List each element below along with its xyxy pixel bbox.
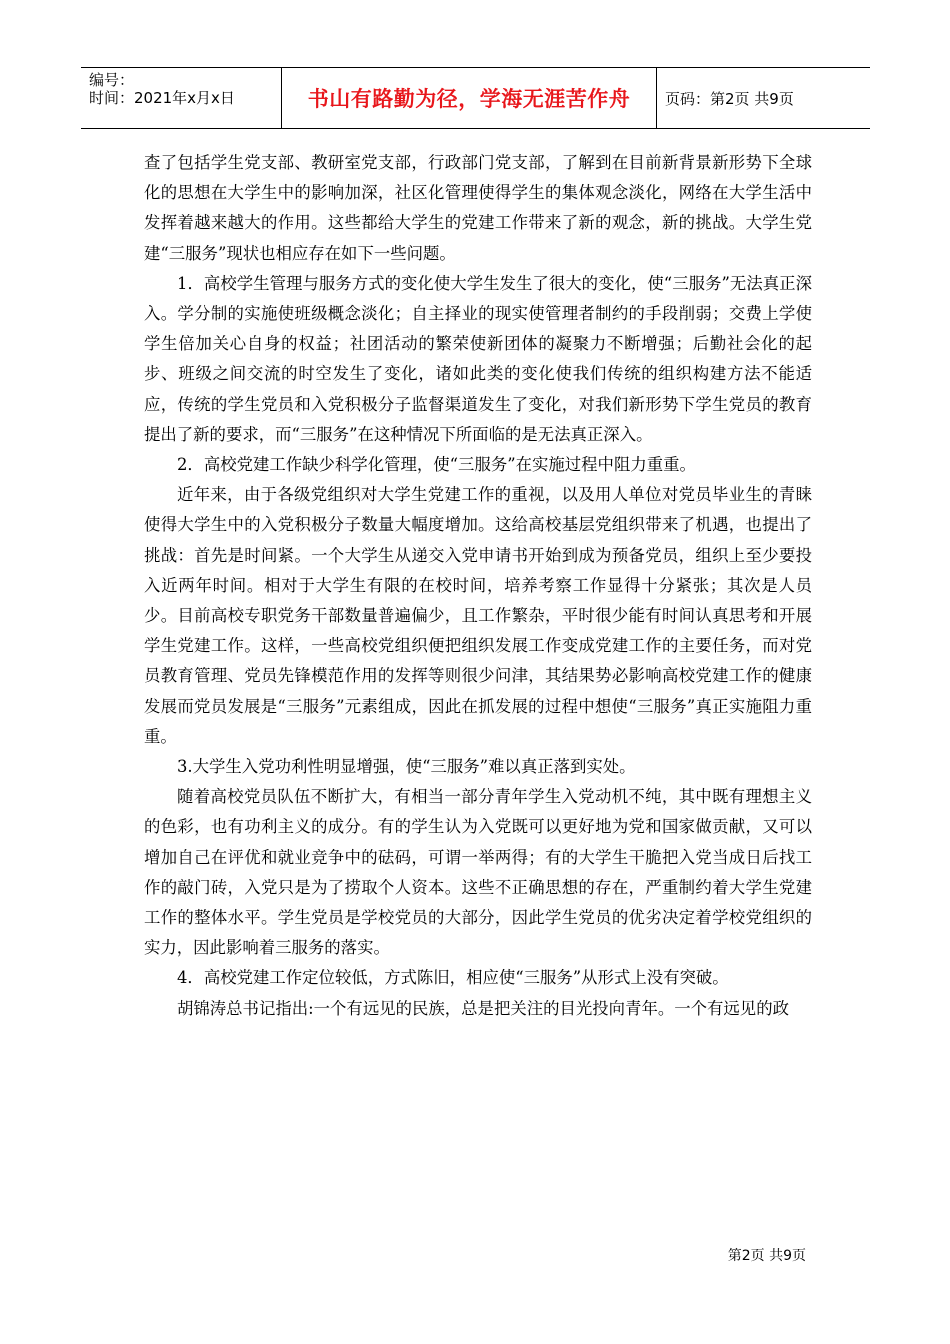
body-paragraph: 3.大学生入党功利性明显增强，使“三服务”难以真正落到实处。 bbox=[177, 757, 636, 777]
header-page-code: 页码：第2页 共9页 bbox=[665, 89, 794, 108]
body-paragraph: 胡锦涛总书记指出:一个有远见的民族，总是把关注的目光投向青年。一个有远见的政 bbox=[177, 998, 789, 1018]
document-time-label: 时间：2021年x月x日 bbox=[89, 89, 235, 107]
body-paragraph: 4．高校党建工作定位较低，方式陈旧，相应使“三服务”从形式上没有突破。 bbox=[177, 968, 729, 988]
body-paragraph: 2．高校党建工作缺少科学化管理，使“三服务”在实施过程中阻力重重。 bbox=[177, 455, 696, 475]
header-motto: 书山有路勤为径，学海无涯苦作舟 bbox=[282, 68, 657, 128]
body-paragraph: 近年来，由于各级党组织对大学生党建工作的重视，以及用人单位对党员毕业生的青睐使得大学生中的入党积极分子数量大幅度增加。这给高校基层党组织带来了机遇，也提出了挑战：首先是时间紧。一个大学生从递交入党申请书开始到成为预备党员，组织上至少要投入近两年时间。相对于大学生有限的在校时间，培养考察工作显得十分紧张；其次是人员少。目前高校专职党务干部数量普遍偏少，且工作繁杂，平时很少能有时间认真思考和开展学生党建工作。这样，一些高校党组织便把组织发展工作变成党建工作的主要任务，而对党员教育管理、党员先锋模范作用的发挥等则很少问津，其结果势必影响高校党建工作的健康发展而党员发展是“三服务”元素组成，因此在抓发展的过程中想使“三服务”真正实施阻力重重。 bbox=[144, 485, 812, 746]
document-body bbox=[144, 148, 812, 1024]
body-paragraph: 1．高校学生管理与服务方式的变化使大学生发生了很大的变化，使“三服务”无法真正深入。学分制的实施使班级概念淡化；自主择业的现实使管理者制约的手段削弱；交费上学使学生倍加关心自身的权益；社团活动的繁荣使新团体的凝聚力不断增强；后勤社会化的起步、班级之间交流的时空发生了变化，诸如此类的变化使我们传统的组织构建方法不能适应，传统的学生党员和入党积极分子监督渠道发生了变化，对我们新形势下学生党员的教育提出了新的要求，而“三服务”在这种情况下所面临的是无法真正深入。 bbox=[144, 273, 812, 444]
page-footer: 第2页 共9页 bbox=[727, 1248, 806, 1264]
header-meta-cell bbox=[81, 68, 282, 128]
body-paragraph: 查了包括学生党支部、教研室党支部，行政部门党支部，了解到在目前新背景新形势下全球化的思想在大学生中的影响加深，社区化管理使得学生的集体观念淡化，网络在大学生活中发挥着越来越大的作用。这些都给大学生的党建工作带来了新的观念，新的挑战。大学生党建“三服务”现状也相应存在如下一些问题。 bbox=[144, 153, 812, 263]
body-paragraph: 随着高校党员队伍不断扩大，有相当一部分青年学生入党动机不纯，其中既有理想主义的色彩，也有功利主义的成分。有的学生认为入党既可以更好地为党和国家做贡献，又可以增加自己在评优和就业竞争中的砝码，可谓一举两得；有的大学生干脆把入党当成日后找工作的敲门砖，入党只是为了捞取个人资本。这些不正确思想的存在，严重制约着大学生党建工作的整体水平。学生党员是学校党员的大部分，因此学生党员的优劣决定着学校党组织的实力，因此影响着三服务的落实。 bbox=[144, 787, 812, 958]
document-number-label: 编号： bbox=[89, 71, 135, 89]
document-header bbox=[81, 67, 870, 129]
